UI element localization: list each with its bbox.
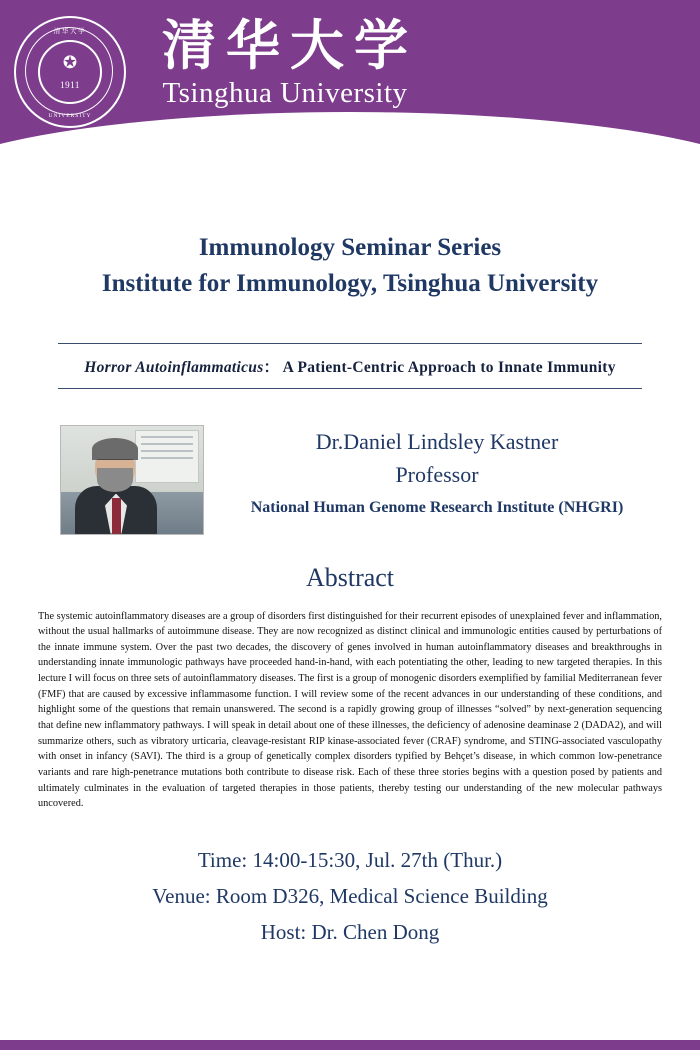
seal-bottom-text: UNIVERSITY	[48, 113, 92, 119]
series-title-line1: Immunology Seminar Series	[198, 234, 502, 261]
abstract-body-text: The systemic autoinflammatory diseases are a group of disorders first distinguished for their recurrent episodes of unexplained fever and inflammation, without the usual hallmarks of autoimmune disease. They are now recognized as distinct clinical and immunologic entities caused by perturbations of the innate immune system. Over the past two decades, the discovery of genes involved in human autoinflammatory diseases and breakthroughs in understanding innate immunologic pathways have proceeded hand-in-hand, with each potentiating the other, leading to new targeted therapies. In this lecture I will focus on three sets of autoinflammatory diseases. The first is a group of monogenic disorders exemplified by familial Mediterranean fever (FMF) that are caused by excessive inflammasome function. I will review some of the recent advances in our understanding of these conditions, and highlight some of the questions that remain unanswered. The second is a rapidly growing group of illnesses “solved” by next-generation sequencing that define new inflammatory pathways. I will speak in detail about one of these illnesses, the deficiency of adenosine deaminase 2 (DADA2), and will summarize others, such as vibratory urticaria, cleavage-resistant RIP kinase-associated fever (CRAF) syndrome, and STING-associated vasculopathy with onset in infancy (SAVI). The third is a group of genetically complex disorders typified by Behçet’s disease, in which common low-penetrance variants and rare high-penetrance mutations both contribute to disease risk. Each of these three stories begins with a question posed by patients and ultimately culminates in the evaluation of targeted therapies in those patients, thereby testing our understanding of the new molecular pathways uncovered.	[38, 610, 663, 810]
speaker-affiliation: National Human Genome Research Institute (NHGRI)	[250, 498, 624, 516]
tsinghua-seal-icon	[14, 16, 126, 128]
event-details	[36, 842, 664, 950]
speaker-section	[36, 425, 664, 535]
portrait-tie	[112, 498, 121, 534]
seminar-series-title	[36, 230, 664, 303]
seal-top-text: 清华大学	[53, 28, 87, 35]
poster-header-banner	[0, 0, 700, 150]
portrait-glasses	[97, 459, 133, 468]
event-time: Time: 14:00-15:30, Jul. 27th (Thur.)	[197, 847, 503, 872]
abstract-heading: Abstract	[305, 562, 395, 592]
series-title-line2: Institute for Immunology, Tsinghua University	[101, 270, 599, 298]
speaker-portrait-photo	[60, 425, 204, 535]
speaker-details	[204, 425, 664, 517]
portrait-whiteboard	[135, 430, 199, 484]
poster-bottom-bar	[0, 1040, 700, 1050]
talk-title-italic-part: Horror Autoinflammaticus	[84, 358, 264, 376]
header-content	[0, 0, 700, 128]
seal-inner-circle	[38, 40, 102, 104]
speaker-role: Professor	[395, 461, 479, 487]
seal-star-icon: ✪	[62, 53, 78, 72]
portrait-beard	[97, 468, 133, 492]
talk-title	[58, 355, 642, 377]
poster-body	[0, 230, 700, 950]
event-venue: Venue: Room D326, Medical Science Building	[152, 883, 548, 908]
event-host: Host: Dr. Chen Dong	[260, 920, 440, 945]
university-name-chinese: 清华大学	[162, 14, 418, 77]
talk-title-container	[58, 343, 642, 389]
university-name-english: Tsinghua University	[162, 76, 408, 109]
university-title-block	[152, 14, 418, 110]
speaker-name: Dr.Daniel Lindsley Kastner	[315, 428, 559, 454]
portrait-hair	[92, 438, 138, 460]
seal-year: 1911	[60, 80, 80, 90]
talk-title-rest: ： A Patient-Centric Approach to Innate Immunity	[263, 358, 616, 376]
